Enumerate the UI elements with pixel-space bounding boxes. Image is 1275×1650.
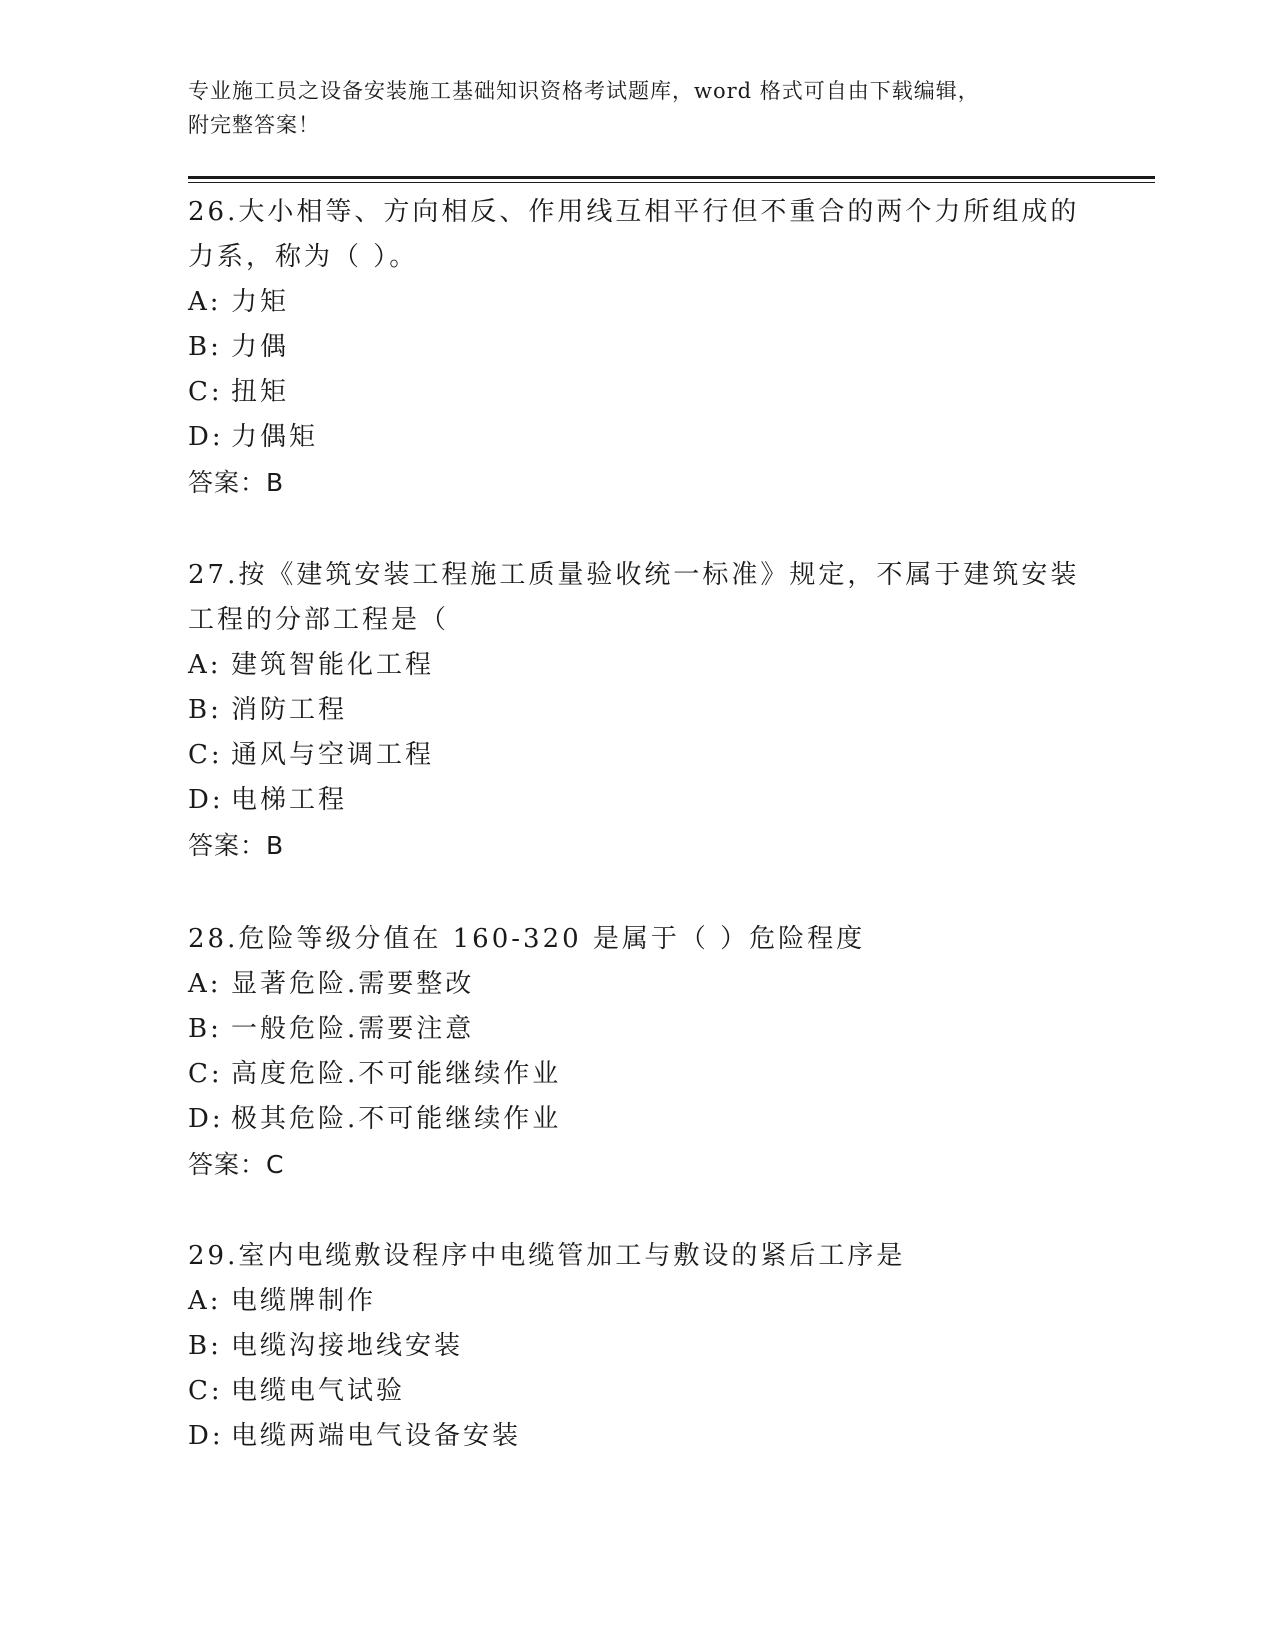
option-text: 电缆牌制作 bbox=[231, 1286, 377, 1316]
answer-line: 答案：C bbox=[188, 1150, 285, 1179]
option-letter: B: bbox=[188, 1014, 222, 1044]
option-text: 极其危险.不可能继续作业 bbox=[231, 1104, 562, 1134]
option-text: 一般危险.需要注意 bbox=[231, 1014, 475, 1044]
option-b bbox=[188, 688, 1088, 733]
option-text: 电梯工程 bbox=[231, 785, 348, 815]
option-letter: A: bbox=[188, 1286, 222, 1316]
option-b bbox=[188, 1007, 1088, 1052]
option-b bbox=[188, 325, 1088, 370]
option-c bbox=[188, 1369, 1088, 1414]
question-26 bbox=[188, 190, 1088, 505]
header-line-2: 附完整答案！ bbox=[188, 113, 320, 137]
option-letter: D: bbox=[188, 1421, 224, 1451]
option-letter: C: bbox=[188, 1376, 223, 1406]
option-text: 电缆沟接地线安装 bbox=[231, 1331, 464, 1361]
option-c bbox=[188, 370, 1088, 415]
question-text-line: 工程的分部工程是（ bbox=[188, 605, 450, 635]
option-letter: C: bbox=[188, 377, 223, 407]
option-letter: D: bbox=[188, 1104, 224, 1134]
option-text: 高度危险.不可能继续作业 bbox=[231, 1059, 562, 1089]
option-text: 扭矩 bbox=[231, 377, 290, 407]
option-letter: A: bbox=[188, 650, 222, 680]
option-d bbox=[188, 415, 1088, 460]
question-text-line: 26.大小相等、方向相反、作用线互相平行但不重合的两个力所组成的 bbox=[188, 197, 1080, 227]
option-letter: A: bbox=[188, 969, 222, 999]
answer-line: 答案：B bbox=[188, 831, 285, 860]
option-text: 电缆两端电气设备安装 bbox=[231, 1421, 522, 1451]
option-d bbox=[188, 778, 1088, 823]
option-letter: B: bbox=[188, 1331, 222, 1361]
option-b bbox=[188, 1324, 1088, 1369]
option-letter: D: bbox=[188, 785, 224, 815]
option-letter: A: bbox=[188, 287, 222, 317]
header-divider-thin bbox=[188, 182, 1155, 183]
option-c bbox=[188, 1052, 1088, 1097]
question-28 bbox=[188, 917, 1088, 1187]
option-d bbox=[188, 1097, 1088, 1142]
question-text-line: 28.危险等级分值在 160-320 是属于（ ）危险程度 bbox=[188, 924, 866, 954]
option-a bbox=[188, 643, 1088, 688]
question-text-line: 27.按《建筑安装工程施工质量验收统一标准》规定，不属于建筑安装 bbox=[188, 560, 1080, 590]
question-29 bbox=[188, 1234, 1088, 1459]
answer-line: 答案：B bbox=[188, 468, 285, 497]
option-letter: B: bbox=[188, 332, 222, 362]
option-text: 电缆电气试验 bbox=[231, 1376, 406, 1406]
header-line-1: 专业施工员之设备安装施工基础知识资格考试题库，word 格式可自由下载编辑， bbox=[188, 79, 980, 103]
option-d bbox=[188, 1414, 1088, 1459]
option-letter: D: bbox=[188, 422, 224, 452]
option-text: 显著危险.需要整改 bbox=[231, 969, 475, 999]
option-text: 消防工程 bbox=[231, 695, 348, 725]
document-header bbox=[188, 74, 1068, 142]
option-c bbox=[188, 733, 1088, 778]
question-text-line: 29.室内电缆敷设程序中电缆管加工与敷设的紧后工序是 bbox=[188, 1241, 906, 1271]
option-letter: C: bbox=[188, 1059, 223, 1089]
question-27 bbox=[188, 553, 1088, 868]
question-text-line: 力系，称为（ ）。 bbox=[188, 242, 419, 272]
option-text: 力偶矩 bbox=[231, 422, 319, 452]
option-letter: B: bbox=[188, 695, 222, 725]
option-text: 建筑智能化工程 bbox=[231, 650, 435, 680]
option-a bbox=[188, 280, 1088, 325]
option-a bbox=[188, 1279, 1088, 1324]
header-divider-thick bbox=[188, 176, 1155, 179]
option-letter: C: bbox=[188, 740, 223, 770]
option-text: 力矩 bbox=[231, 287, 290, 317]
option-text: 力偶 bbox=[231, 332, 290, 362]
option-a bbox=[188, 962, 1088, 1007]
option-text: 通风与空调工程 bbox=[231, 740, 435, 770]
